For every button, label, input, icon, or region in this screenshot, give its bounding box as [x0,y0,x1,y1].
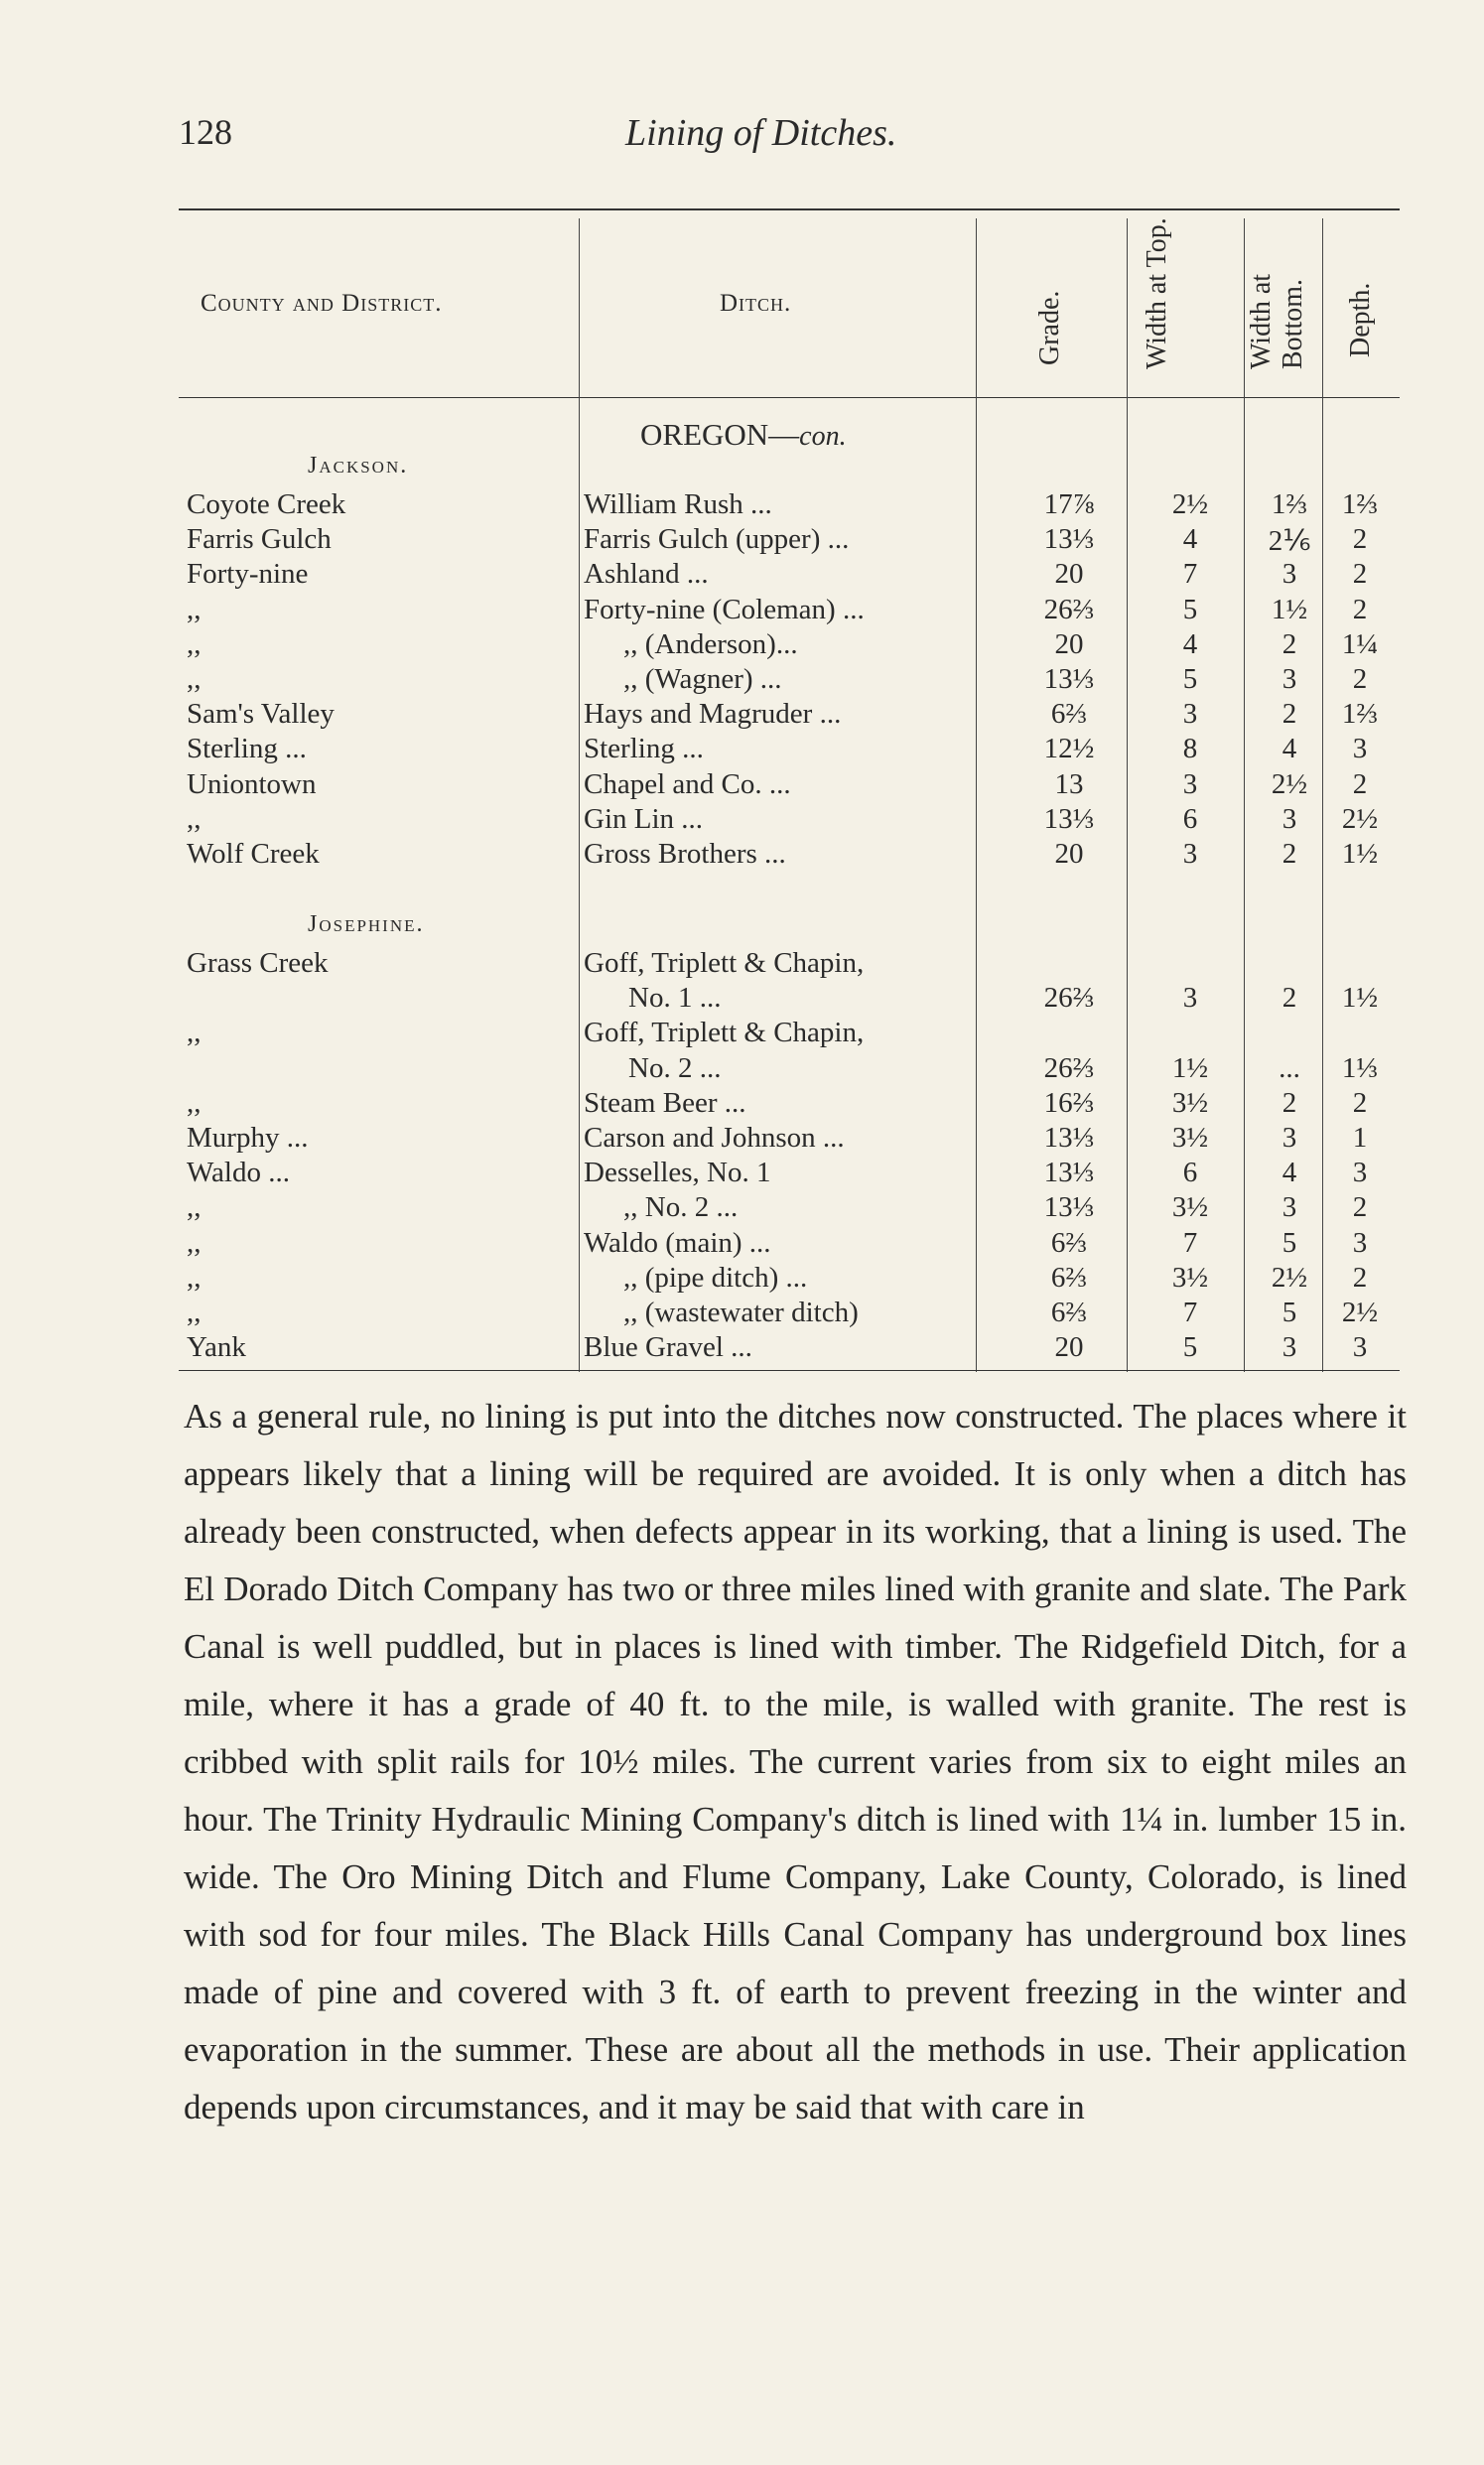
cell-grade: 13⅓ [1043,523,1095,556]
cell-ditch: ,, (wastewater ditch) [623,1297,859,1328]
cell-width-bottom: 2 [1282,1086,1297,1119]
table-row [179,1331,1400,1366]
table-row [179,803,1400,838]
cell-county: Farris Gulch [187,523,332,556]
cell-width-bottom: 2 [1282,838,1297,870]
cell-ditch: Gin Lin ... [584,802,704,835]
cell-depth: 2½ [1341,802,1379,835]
cell-grade: 20 [1054,627,1084,660]
cell-grade: 13⅓ [1043,1191,1095,1224]
cell-width-bottom: 2½ [1271,1261,1308,1294]
cell-depth: 3 [1352,1226,1368,1259]
cell-width-top: 4 [1182,627,1198,660]
cell-depth: 3 [1352,733,1368,765]
cell-depth: 2 [1352,1086,1368,1119]
cell-ditch: Hays and Magruder ... [584,698,842,731]
column-header-width-bottom: Width at Bottom. [1246,273,1308,369]
cell-depth: 2 [1352,1191,1368,1224]
table-top-rule [179,208,1400,210]
cell-grade: 13 [1054,767,1084,800]
cell-depth: 2 [1352,1261,1368,1294]
section-title-suffix: con. [799,421,847,452]
table-row [179,628,1400,663]
page-number: 128 [179,112,232,152]
table-row [179,947,1400,982]
column-header-county: County and District. [201,290,443,317]
table-row [179,1227,1400,1262]
cell-width-bottom: 5 [1282,1297,1297,1328]
cell-depth: 1½ [1341,982,1379,1015]
cell-grade: 13⅓ [1043,802,1095,835]
cell-grade: 6⅔ [1050,1226,1088,1259]
cell-grade: 26⅔ [1043,593,1095,625]
cell-county: ,, [187,802,202,835]
cell-county: Forty-nine [187,558,309,591]
cell-ditch: Goff, Triplett & Chapin, [584,947,865,979]
cell-county: Sam's Valley [187,698,335,731]
cell-ditch: No. 1 ... [628,982,722,1015]
cell-width-bottom: 4 [1282,733,1297,765]
cell-grade: 13⅓ [1043,1122,1095,1154]
cell-width-top: 6 [1182,1157,1198,1189]
cell-width-top: 3½ [1171,1086,1209,1119]
cell-ditch: Farris Gulch (upper) ... [584,523,850,556]
table-row [179,768,1400,803]
cell-width-top: 3½ [1171,1191,1209,1224]
cell-county: Wolf Creek [187,838,320,870]
cell-width-bottom: 3 [1282,558,1297,591]
cell-ditch: Gross Brothers ... [584,838,786,870]
cell-county: Sterling ... [187,733,307,765]
cell-county: Yank [187,1331,246,1364]
table-row [179,1122,1400,1157]
cell-width-bottom: 2 [1282,627,1297,660]
column-header-ditch: Ditch. [720,290,792,317]
cell-width-top: 7 [1182,558,1198,591]
table-row [179,838,1400,873]
table-row [179,558,1400,593]
cell-ditch: Desselles, No. 1 [584,1157,771,1189]
table-row [179,1017,1400,1051]
cell-grade: 6⅔ [1050,1261,1088,1294]
cell-width-top: 5 [1182,1331,1198,1364]
cell-ditch: ,, (Anderson)... [623,627,798,660]
column-header-width-top: Width at Top. [1142,217,1172,369]
cell-county: Coyote Creek [187,488,346,520]
table-row [179,698,1400,733]
table-row [179,982,1400,1017]
cell-county: ,, [187,1261,202,1294]
body-paragraph: As a general rule, no lining is put into the ditches now constructed. The places where it appears likely that a lining will be required are avoided. It is only when a ditch has already been constructed, when defects appear in its working, that a lining is used. The El Dorado Ditch Company has two or three miles lined with granite and slate. The Park Canal is well puddled, but in places is lined with timber. The Ridgefield Ditch, for a mile, where it has a grade of 40 ft. to the mile, is walled with granite. The rest is cribbed with split rails for 10½ miles. The current varies from six to eight miles an hour. The Trinity Hydraulic Mining Company's ditch is lined with 1¼ in. lumber 15 in. wide. The Oro Mining Ditch and Flume Company, Lake County, Colorado, is lined with sod for four miles. The Black Hills Canal Company has underground box lines made of pine and covered with 3 ft. of earth to prevent freezing in the winter and evaporation in the summer. These are about all the methods in use. Their application depends upon circumstances, and it may be said that with care in [184,1397,1407,2126]
table-row [179,1297,1400,1331]
table-row [179,523,1400,558]
cell-width-top: 7 [1182,1226,1198,1259]
cell-county: ,, [187,1086,202,1119]
cell-grade: 26⅔ [1043,1051,1095,1084]
table-row [179,594,1400,628]
cell-ditch: Chapel and Co. ... [584,767,791,800]
cell-width-bottom: 2 [1282,698,1297,731]
cell-county: ,, [187,593,202,625]
cell-width-bottom: 3 [1282,663,1297,695]
cell-grade: 26⅔ [1043,982,1095,1015]
cell-depth: 2 [1352,663,1368,695]
cell-ditch: ,, (pipe ditch) ... [623,1261,808,1294]
cell-depth: 2 [1352,523,1368,556]
cell-county: ,, [187,1191,202,1224]
cell-ditch: Sterling ... [584,733,704,765]
cell-width-bottom: 3 [1282,1191,1297,1224]
cell-depth: 1⅔ [1341,698,1379,731]
cell-ditch: Steam Beer ... [584,1086,746,1119]
cell-width-top: 7 [1182,1297,1198,1328]
cell-width-bottom: 4 [1282,1157,1297,1189]
cell-grade: 16⅔ [1043,1086,1095,1119]
cell-width-bottom: 1⅔ [1271,488,1308,520]
cell-depth: 2 [1352,767,1368,800]
table-row [179,1191,1400,1226]
cell-width-bottom: 2½ [1271,767,1308,800]
cell-width-top: 2½ [1171,488,1209,520]
cell-county: ,, [187,627,202,660]
section-title [640,417,847,453]
table-row [179,1157,1400,1191]
cell-depth: 1 [1352,1122,1368,1154]
cell-depth: 3 [1352,1331,1368,1364]
cell-grade: 6⅔ [1050,1297,1088,1328]
cell-depth: 1¼ [1341,627,1379,660]
cell-width-bottom: 5 [1282,1226,1297,1259]
cell-grade: 20 [1054,558,1084,591]
cell-width-bottom: 3 [1282,1122,1297,1154]
cell-depth: 2 [1352,593,1368,625]
cell-grade: 12½ [1043,733,1095,765]
cell-ditch: Goff, Triplett & Chapin, [584,1017,865,1049]
cell-depth: 2 [1352,558,1368,591]
group-title-josephine: Josephine. [308,911,425,937]
running-title: Lining of Ditches. [625,112,897,154]
cell-width-bottom: 3 [1282,802,1297,835]
table-row [179,663,1400,698]
cell-depth: 1⅔ [1341,488,1379,520]
cell-grade: 6⅔ [1050,698,1088,731]
table-row [179,733,1400,767]
group-title-jackson: Jackson. [308,453,409,479]
cell-county: ,, [187,1297,202,1328]
cell-width-top: 4 [1182,523,1198,556]
cell-width-top: 5 [1182,663,1198,695]
section-title-text: OREGON— [640,417,800,452]
cell-width-bottom: 2 [1282,982,1297,1015]
table-row [179,488,1400,523]
table-header-rule [179,397,1400,398]
cell-width-bottom: 1½ [1271,593,1308,625]
cell-ditch: Blue Gravel ... [584,1331,752,1364]
cell-width-top: 3 [1182,982,1198,1015]
cell-width-top: 8 [1182,733,1198,765]
cell-ditch: Ashland ... [584,558,709,591]
cell-county: Uniontown [187,767,317,800]
cell-depth: 1½ [1341,838,1379,870]
cell-county: Waldo ... [187,1157,290,1189]
cell-ditch: Waldo (main) ... [584,1226,771,1259]
cell-county: Murphy ... [187,1122,309,1154]
page-header [179,111,1410,161]
cell-depth: 1⅓ [1341,1051,1379,1084]
cell-county: ,, [187,1226,202,1259]
column-header-grade: Grade. [1034,290,1065,365]
table-bottom-rule [179,1370,1400,1371]
cell-width-bottom: 3 [1282,1331,1297,1364]
cell-grade: 20 [1054,1331,1084,1364]
cell-ditch: Carson and Johnson ... [584,1122,845,1154]
table-row [179,1052,1400,1087]
cell-width-top: 3½ [1171,1261,1209,1294]
cell-ditch: Forty-nine (Coleman) ... [584,593,865,625]
cell-grade: 17⅞ [1043,488,1095,520]
table-row [179,1262,1400,1297]
cell-width-bottom: ... [1279,1051,1300,1084]
cell-ditch: ,, No. 2 ... [623,1191,739,1224]
cell-width-top: 6 [1182,802,1198,835]
cell-county: Grass Creek [187,947,329,979]
column-header-depth: Depth. [1345,282,1376,357]
cell-width-top: 1½ [1171,1051,1209,1084]
cell-width-top: 5 [1182,593,1198,625]
cell-depth: 3 [1352,1157,1368,1189]
cell-width-top: 3 [1182,767,1198,800]
cell-depth: 2½ [1341,1297,1379,1328]
cell-county: ,, [187,1017,202,1049]
cell-county: ,, [187,663,202,695]
table-row [179,1087,1400,1122]
cell-grade: 20 [1054,838,1084,870]
cell-ditch: No. 2 ... [628,1051,722,1084]
cell-width-top: 3½ [1171,1122,1209,1154]
cell-grade: 13⅓ [1043,1157,1095,1189]
cell-width-top: 3 [1182,838,1198,870]
cell-grade: 13⅓ [1043,663,1095,695]
cell-width-top: 3 [1182,698,1198,731]
cell-ditch: William Rush ... [584,488,772,520]
cell-width-bottom: 2⅙ [1268,525,1311,558]
cell-ditch: ,, (Wagner) ... [623,663,782,695]
